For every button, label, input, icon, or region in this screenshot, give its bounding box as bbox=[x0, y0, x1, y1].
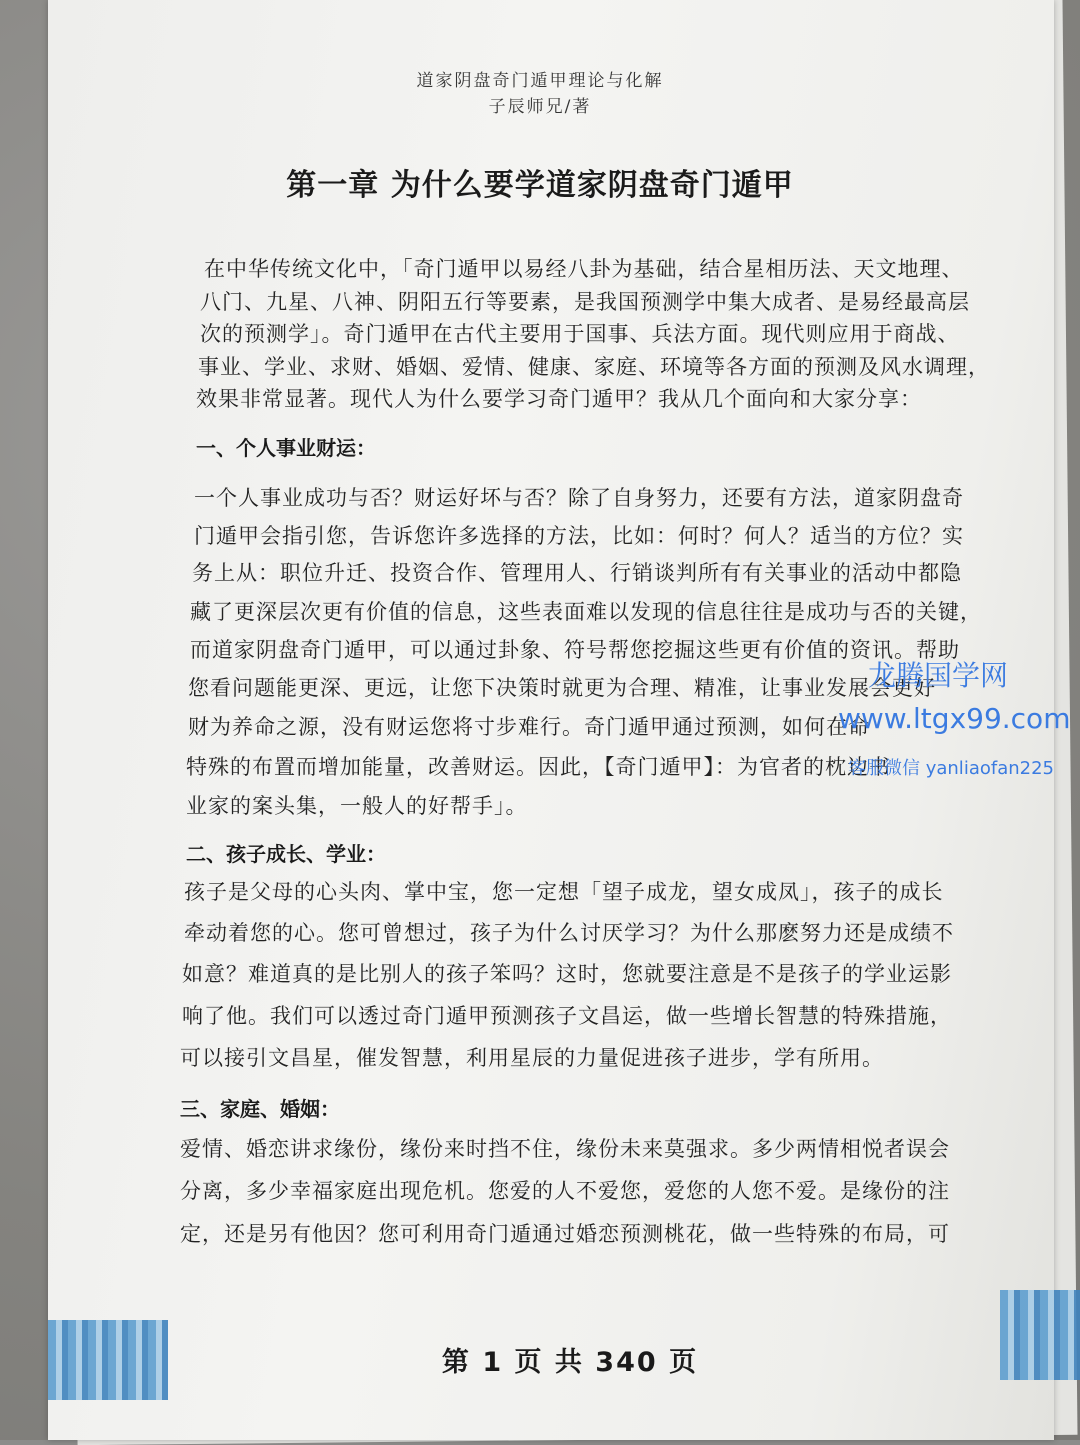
running-head-author: 子辰师兄/著 bbox=[488, 97, 592, 117]
section-line: 如意？难道真的是比别人的孩子笨吗？这时，您就要注意是不是孩子的学业运影 bbox=[182, 962, 952, 986]
page-number: 第 1 页 共 340 页 bbox=[441, 1347, 699, 1378]
section-line: 务上从：职位升迁、投资合作、管理用人、行销谈判所有有关事业的活动中都隐 bbox=[192, 561, 962, 585]
section-line: 一个人事业成功与否？财运好坏与否？除了自身努力，还要有方法，道家阴盘奇 bbox=[194, 486, 964, 510]
section-line: 特殊的布置而增加能量，改善财运。因此，【奇门遁甲】：为官者的枕边书 bbox=[186, 755, 891, 779]
section-line: 可以接引文昌星，催发智慧，利用星辰的力量促进孩子进步，学有所用。 bbox=[180, 1046, 884, 1070]
intro-line: 八门、九星、八神、阴阳五行等要素，是我国预测学中集大成者、是易经最高层 bbox=[200, 290, 970, 314]
section-line: 您看问题能更深、更远，让您下决策时就更为合理、精准，让事业发展会更好 bbox=[188, 676, 936, 700]
section-heading-children: 二、孩子成长、学业： bbox=[186, 842, 386, 866]
section-line: 藏了更深层次更有价值的信息，这些表面难以发现的信息往往是成功与否的关键， bbox=[190, 600, 982, 624]
watermark-contact: 客服微信 yanliaofan225 bbox=[848, 758, 1054, 779]
section-line: 财为养命之源，没有财运您将寸步难行。奇门遁甲通过预测，如何在命 bbox=[188, 715, 870, 739]
section-line: 爱情、婚恋讲求缘份，缘份来时挡不住，缘份未来莫强求。多少两情相悦者误会 bbox=[180, 1137, 950, 1161]
section-line: 孩子是父母的心头肉、掌中宝，您一定想「望子成龙，望女成凤」，孩子的成长 bbox=[184, 880, 944, 904]
intro-line: 在中华传统文化中，「奇门遁甲以易经八卦为基础，结合星相历法、天文地理、 bbox=[204, 257, 964, 281]
intro-line: 次的预测学」。奇门遁甲在古代主要用于国事、兵法方面。现代则应用于商战、 bbox=[200, 322, 960, 346]
section-line: 牵动着您的心。您可曾想过，孩子为什么讨厌学习？为什么那麽努力还是成绩不 bbox=[184, 921, 954, 945]
section-line: 定，还是另有他因？您可利用奇门遁通过婚恋预测桃花，做一些特殊的布局，可 bbox=[180, 1222, 950, 1246]
section-heading-career: 一、个人事业财运： bbox=[196, 436, 376, 460]
chapter-title: 第一章 为什么要学道家阴盘奇门遁甲 bbox=[286, 168, 794, 203]
running-head-title: 道家阴盘奇门遁甲理论与化解 bbox=[416, 71, 664, 91]
section-line: 而道家阴盘奇门遁甲，可以通过卦象、符号帮您挖掘这些更有价值的资讯。帮助 bbox=[190, 638, 960, 662]
intro-line: 效果非常显著。现代人为什么要学习奇门遁甲？我从几个面向和大家分享： bbox=[196, 387, 922, 411]
section-line: 响了他。我们可以透过奇门遁甲预测孩子文昌运，做一些增长智慧的特殊措施， bbox=[182, 1004, 952, 1028]
watermark-url: www.ltgx99.com bbox=[838, 702, 1071, 735]
section-line: 门遁甲会指引您，告诉您许多选择的方法，比如：何时？何人？适当的方位？实 bbox=[194, 524, 964, 548]
section-line: 业家的案头集，一般人的好帮手」。 bbox=[186, 794, 528, 818]
watermark-site-name: 龙腾国学网 bbox=[868, 659, 1009, 692]
section-heading-family: 三、家庭、婚姻： bbox=[180, 1097, 340, 1121]
intro-line: 事业、学业、求财、婚姻、爱情、健康、家庭、环境等各方面的预测及风水调理， bbox=[198, 355, 990, 379]
section-line: 分离，多少幸福家庭出现危机。您爱的人不爱您，爱您的人您不爱。是缘份的注 bbox=[180, 1179, 950, 1203]
